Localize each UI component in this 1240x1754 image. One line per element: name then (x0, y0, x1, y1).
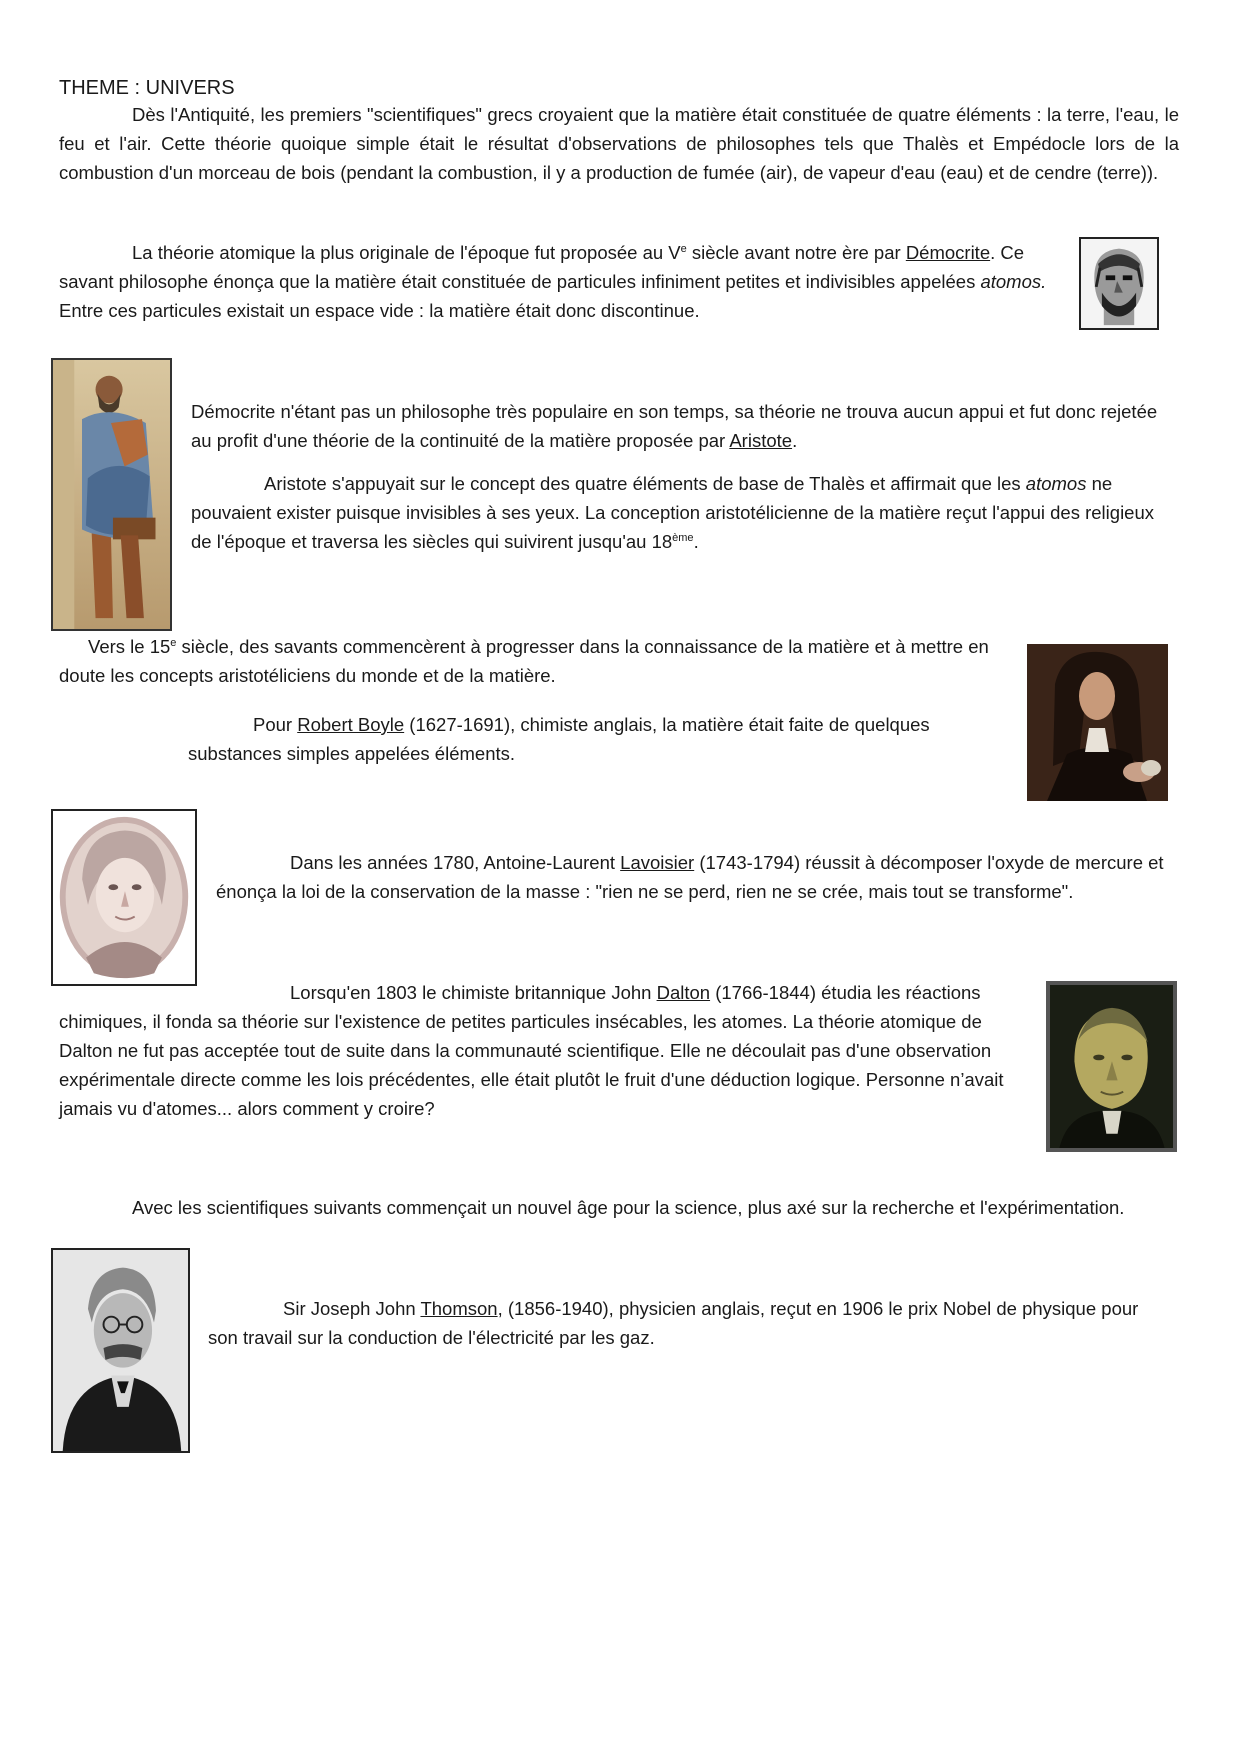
italic-term: atomos. (980, 271, 1047, 292)
page-title: THEME : UNIVERS (59, 77, 235, 99)
paragraph-text: Lorsqu'en 1803 le chimiste britannique John (290, 982, 657, 1003)
link-lavoisier[interactable]: Lavoisier (620, 852, 695, 873)
paragraph-text: ne pouvaient exister puisque invisibles à ses yeux. La conception aristotélicienne de la matière reçut l'appui des religieux de l'époque et traversa les siècles qui suivirent jusqu'au 18 (191, 473, 1155, 552)
link-dalton[interactable]: Dalton (656, 982, 711, 1003)
paragraph-boyle (188, 710, 958, 768)
paragraph-text: siècle avant notre ère par (686, 242, 906, 263)
link-robert-boyle[interactable]: Robert Boyle (297, 714, 405, 735)
superscript: ème (672, 531, 694, 544)
paragraph-democrite (59, 238, 1069, 325)
paragraph-text: Aristote s'appuyait sur le concept des quatre éléments de base de Thalès et affirmait que les (264, 473, 1026, 494)
paragraph-text: . (693, 531, 699, 552)
paragraph-text: . (792, 430, 798, 451)
italic-term: atomos (1025, 473, 1087, 494)
paragraph-text: La théorie atomique la plus originale de l'époque fut proposée au V (132, 242, 681, 263)
lavoisier-portrait (51, 809, 197, 986)
paragraph-text: (1743-1794) réussit à décomposer l'oxyde de mercure et énonça la loi de la conservation de la masse : "rien ne se perd, rien ne se crée, mais tout se transforme". (216, 852, 1164, 902)
paragraph-aristote (191, 469, 1161, 556)
paragraph-text: Pour (253, 714, 298, 735)
paragraph-text: Vers le 15 (88, 636, 171, 657)
robert-boyle-portrait (1027, 644, 1168, 801)
paragraph-text: Dans les années 1780, Antoine-Laurent (290, 852, 621, 873)
link-thomson[interactable]: Thomson (420, 1298, 498, 1319)
paragraph-text: Démocrite n'étant pas un philosophe très populaire en son temps, sa théorie ne trouva aucun appui et fut donc rejetée au profit d'une théorie de la continuité de la matière proposée par (191, 401, 1158, 451)
paragraph-text: Entre ces particules existait un espace vide : la matière était donc discontinue. (59, 300, 700, 321)
superscript: e (170, 636, 177, 649)
paragraph-text: (1766-1844) étudia les réactions chimiques, il fonda sa théorie sur l'existence de petites particules insécables, les atomes. La théorie atomique de Dalton ne fut pas acceptée tout de suite dans la communauté scientifique. Elle ne découlait pas d'une observation expérimentale directe comme les lois précédentes, elle était plutôt le fruit d'une déduction logique. Personne n’avait jamais vu d'atomes... alors comment y croire? (59, 982, 1004, 1119)
paragraph-text: , (1856-1940), physicien anglais, reçut en 1906 le prix Nobel de physique pour son travail sur la conduction de l'électricité par les gaz. (208, 1298, 1139, 1348)
aristote-painting (51, 358, 172, 631)
dalton-portrait (1046, 981, 1177, 1152)
link-aristote[interactable]: Aristote (729, 430, 793, 451)
paragraph-new-age (59, 1193, 1189, 1222)
paragraph-antiquity (59, 100, 1179, 187)
paragraph-dalton (59, 978, 1024, 1123)
paragraph-text: . Ce savant philosophe énonça que la matière était constituée de particules infiniment petites et indivisibles appelées (59, 242, 1025, 292)
paragraph-lavoisier (216, 848, 1166, 906)
paragraph-thomson (208, 1294, 1168, 1352)
thomson-portrait (51, 1248, 190, 1453)
paragraph-fifteenth-century (59, 632, 1009, 690)
paragraph-text: Sir Joseph John (283, 1298, 421, 1319)
superscript: e (680, 242, 687, 255)
paragraph-rejection (191, 397, 1161, 455)
link-democrite[interactable]: Démocrite (905, 242, 991, 263)
paragraph-text: (1627-1691), chimiste anglais, la matière était faite de quelques substances simples appelées éléments. (188, 714, 930, 764)
democrite-portrait (1079, 237, 1159, 330)
paragraph-text: Dès l'Antiquité, les premiers "scientifiques" grecs croyaient que la matière était constituée de quatre éléments : la terre, l'eau, le feu et l'air. Cette théorie quoique simple était le résultat d'observations de philosophes tels que Thalès et Empédocle lors de la combustion d'un morceau de bois (pendant la combustion, il y a production de fumée (air), de vapeur d'eau (eau) et de cendre (terre)). (59, 104, 1179, 183)
paragraph-text: Avec les scientifiques suivants commençait un nouvel âge pour la science, plus axé sur la recherche et l'expérimentation. (132, 1197, 1125, 1218)
paragraph-text: siècle, des savants commencèrent à progresser dans la connaissance de la matière et à mettre en doute les concepts aristotéliciens du monde et de la matière. (59, 636, 989, 686)
